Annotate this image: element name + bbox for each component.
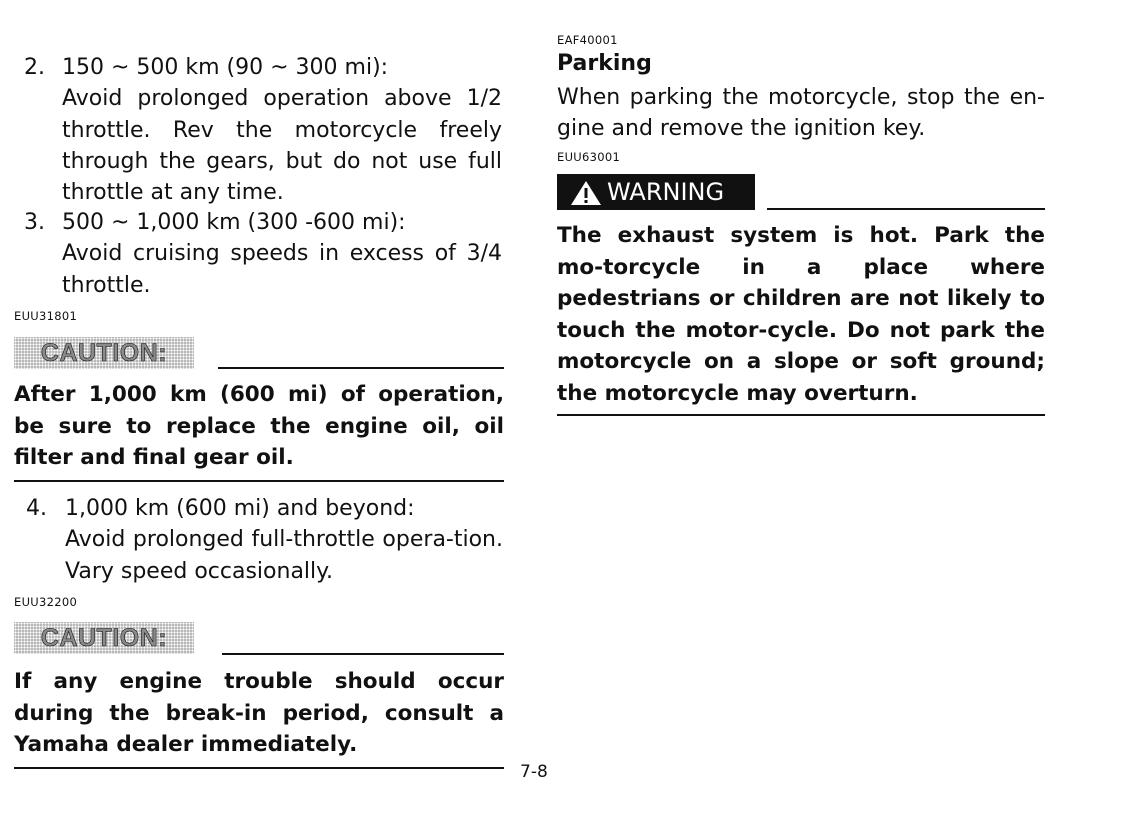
section-code: EAF40001 bbox=[557, 33, 618, 47]
warning-label-text: WARNING bbox=[607, 178, 725, 206]
parking-text: When parking the motorcycle, stop the en-gine and remove the ignition key. bbox=[557, 85, 1045, 141]
caution-text: If any engine trouble should occur during the break-in period, consult a Yamaha dealer immediately. bbox=[14, 669, 504, 757]
divider bbox=[14, 480, 504, 482]
list-number: 4. bbox=[26, 496, 47, 521]
list-text: Avoid cruising speeds in excess of 3/4 throttle. bbox=[62, 241, 502, 298]
list-text: Avoid prolonged operation above 1/2 throttle. Rev the motorcycle freely through the gears, but do not use full throttle at any time. bbox=[62, 86, 502, 206]
list-text: Avoid prolonged full-throttle opera-tion. Vary speed occasionally. bbox=[65, 527, 503, 584]
divider bbox=[14, 767, 504, 769]
list-range: 150 ~ 500 km (90 ~ 300 mi): bbox=[62, 55, 389, 80]
divider bbox=[767, 208, 1045, 210]
section-code: EUU31801 bbox=[14, 309, 78, 323]
section-code: EUU63001 bbox=[557, 150, 621, 164]
list-number: 3. bbox=[24, 210, 45, 235]
section-heading: Parking bbox=[557, 51, 652, 76]
warning-triangle-icon bbox=[570, 180, 602, 206]
list-number: 2. bbox=[24, 55, 45, 80]
list-range: 1,000 km (600 mi) and beyond: bbox=[65, 496, 415, 521]
list-range: 500 ~ 1,000 km (300 -600 mi): bbox=[62, 210, 406, 235]
section-code: EUU32200 bbox=[14, 595, 78, 609]
caution-text: After 1,000 km (600 mi) of operation, be sure to replace the engine oil, oil filter and final gear oil. bbox=[14, 382, 504, 470]
divider bbox=[222, 653, 504, 655]
divider bbox=[218, 367, 504, 369]
page-number: 7-8 bbox=[520, 762, 548, 782]
divider bbox=[557, 414, 1045, 416]
warning-text: The exhaust system is hot. Park the mo-torcycle in a place where pedestrians or children are not likely to touch the motor-cycle. Do not park the motorcycle on a slope or soft ground; the motorcycle may overturn. bbox=[557, 223, 1045, 406]
caution-label: CAUTION: bbox=[14, 622, 194, 654]
warning-label bbox=[557, 174, 755, 210]
caution-label: CAUTION: bbox=[14, 337, 194, 369]
